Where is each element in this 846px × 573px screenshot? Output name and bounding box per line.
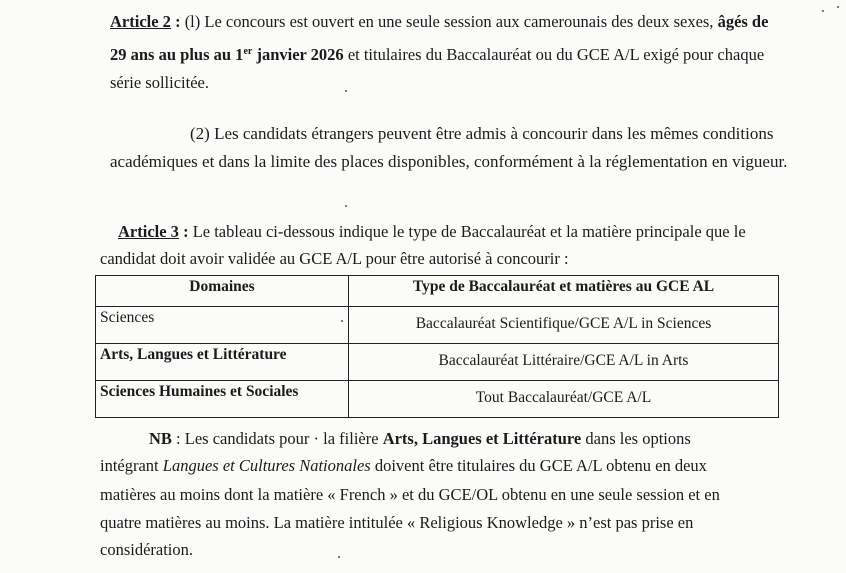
nb-text-2a: intégrant: [100, 456, 163, 475]
article2-date: janvier 2026: [252, 45, 344, 64]
article2-line-2: [110, 45, 764, 65]
article3-text-1: Le tableau ci-dessous indique le type de Baccalauréat et la matière principale que le: [192, 222, 746, 241]
table-header-row: [96, 276, 779, 307]
nb-line-2: [100, 456, 707, 476]
article3-line-1: [118, 222, 746, 242]
scan-speck: [341, 320, 343, 322]
article2-p2-line-1: (2) Les candidats étrangers peuvent être admis à concourir dans les mêmes conditions: [190, 124, 774, 143]
cell-domain: Arts, Langues et Littérature: [96, 344, 349, 381]
header-domaines: Domaines: [96, 276, 349, 307]
article2-age: 29 ans au plus au 1: [110, 45, 244, 64]
cell-bac: Baccalauréat Littéraire/GCE A/L in Arts: [349, 344, 779, 381]
cell-bac: Tout Baccalauréat/GCE A/L: [349, 381, 779, 418]
cell-domain: Sciences: [96, 307, 349, 344]
scan-speck: [837, 6, 839, 8]
scan-speck: [338, 556, 340, 558]
nb-text-1a: : Les candidats pour · la filière: [171, 429, 383, 448]
cell-bac: Baccalauréat Scientifique/GCE A/L in Sciences: [349, 307, 779, 344]
article2-title: Article 2: [110, 12, 171, 31]
header-type-bac: Type de Baccalauréat et matières au GCE AL: [349, 276, 779, 307]
nb-options: Langues et Cultures Nationales: [162, 456, 371, 475]
article2-p1-text-a: (l) Le concours est ouvert en une seule session aux camerounais des deux sexes,: [184, 12, 718, 31]
article3-sep: :: [178, 222, 193, 241]
nb-label: NB: [149, 429, 172, 448]
article3-title: Article 3: [118, 222, 179, 241]
table-row: [96, 381, 779, 418]
article2-p1-text-c: et titulaires du Baccalauréat ou du GCE A/L exigé pour chaque: [343, 45, 765, 64]
article2-p2-line-2: académiques et dans la limite des places disponibles, conformément à la réglementation en vigueur.: [110, 152, 788, 171]
cell-domain: Sciences Humaines et Sociales: [96, 381, 349, 418]
article3-line-2: candidat doit avoir validée au GCE A/L pour être autorisé à concourir :: [100, 249, 569, 268]
scan-speck: [822, 10, 824, 12]
article2-p1-bold-a: âgés de: [717, 12, 769, 31]
scan-speck: [345, 90, 347, 92]
nb-line-5: considération.: [100, 540, 194, 559]
domains-table: [95, 275, 779, 418]
article2-sup: er: [243, 46, 253, 57]
nb-line-4: quatre matières au moins. La matière intitulée « Religious Knowledge » n’est pas prise en: [100, 513, 694, 532]
nb-filiere: Arts, Langues et Littérature: [382, 429, 582, 448]
table-row: [96, 307, 779, 344]
article2-line-1: [110, 12, 768, 32]
table-row: [96, 344, 779, 381]
nb-line-3: matières au moins dont la matière « French » et du GCE/OL obtenu en une seule session et en: [100, 485, 720, 504]
article2-line-3: série sollicitée.: [110, 73, 209, 92]
nb-line-1: [149, 429, 691, 449]
article2-sep: :: [170, 12, 185, 31]
nb-text-2b: doivent être titulaires du GCE A/L obtenu en deux: [370, 456, 707, 475]
scan-speck: [345, 205, 347, 207]
nb-text-1c: dans les options: [581, 429, 691, 448]
